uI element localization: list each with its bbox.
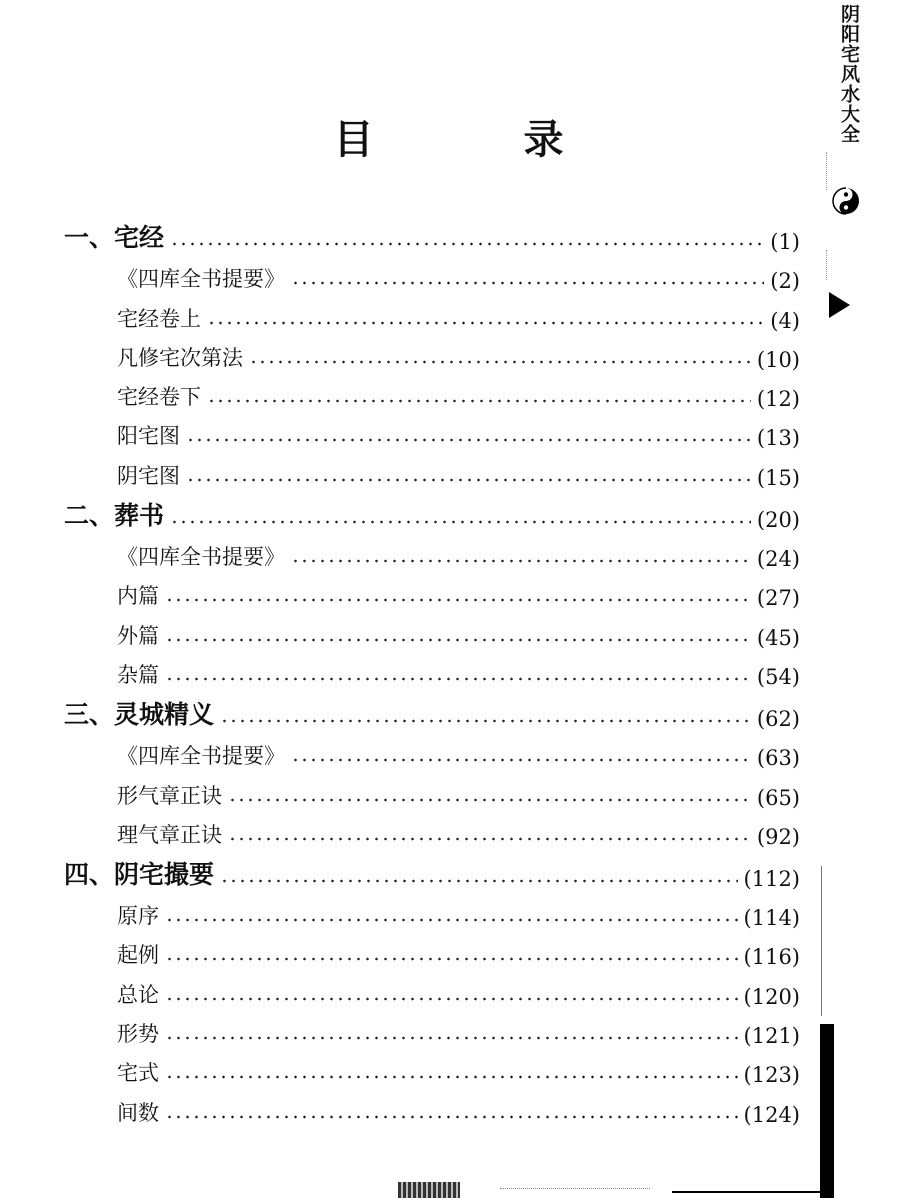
dot-leader xyxy=(165,1115,738,1119)
page-title: 目 录 xyxy=(333,117,632,163)
toc-section-row[interactable] xyxy=(64,891,800,930)
toc-chapter-row[interactable] xyxy=(64,689,800,731)
toc-entry-title: 理气章正诀 xyxy=(117,822,222,847)
toc-page-number: (120) xyxy=(743,984,800,1009)
toc-section-row[interactable] xyxy=(64,333,800,372)
toc-entry-title: 二、葬书 xyxy=(64,500,165,530)
dot-leader xyxy=(291,559,751,563)
toc-section-row[interactable] xyxy=(64,1048,800,1087)
dot-leader xyxy=(165,918,738,922)
toc-page-number: (114) xyxy=(743,906,800,931)
toc-section-row[interactable] xyxy=(64,293,800,332)
toc-entry-title: 《四库全书提要》 xyxy=(117,744,285,769)
toc-page-number: (63) xyxy=(756,746,800,771)
toc-entry-title: 四、阴宅撮要 xyxy=(64,859,215,889)
dot-leader xyxy=(165,598,751,602)
dot-leader xyxy=(165,1036,738,1040)
toc-section-row[interactable] xyxy=(64,411,800,450)
toc-page-number: (20) xyxy=(756,507,800,532)
toc-section-row[interactable] xyxy=(64,254,800,293)
toc-section-row[interactable] xyxy=(64,450,800,489)
dot-leader xyxy=(291,758,751,762)
toc-entry-title: 形势 xyxy=(117,1022,159,1047)
toc-section-row[interactable] xyxy=(64,372,800,411)
toc-section-row[interactable] xyxy=(64,731,800,770)
toc-entry-title: 凡修宅次第法 xyxy=(117,345,243,370)
dot-leader xyxy=(170,242,764,246)
toc-chapter-row[interactable] xyxy=(64,212,800,254)
toc-page-number: (10) xyxy=(756,347,800,372)
toc-section-row[interactable] xyxy=(64,930,800,969)
toc-entry-title: 阴宅图 xyxy=(117,463,180,488)
dot-leader xyxy=(165,638,751,642)
toc-page-number: (4) xyxy=(770,308,800,333)
toc-entry-title: 原序 xyxy=(117,904,159,929)
margin-rule xyxy=(826,152,827,190)
toc-entry-title: 《四库全书提要》 xyxy=(117,545,285,570)
toc-section-row[interactable] xyxy=(64,770,800,809)
scan-mark xyxy=(398,1182,460,1198)
scan-mark xyxy=(500,1188,650,1193)
yin-yang-icon xyxy=(831,186,861,216)
side-book-title: 阴阳宅风水大全 xyxy=(838,4,860,144)
table-of-contents xyxy=(64,212,800,1127)
dot-leader xyxy=(165,997,738,1001)
margin-rule xyxy=(826,250,827,280)
toc-section-row[interactable] xyxy=(64,810,800,849)
toc-section-row[interactable] xyxy=(64,969,800,1008)
toc-entry-title: 外篇 xyxy=(117,623,159,648)
triangle-right-icon xyxy=(829,292,850,318)
toc-entry-title: 间数 xyxy=(117,1100,159,1125)
edge-bar xyxy=(820,1024,834,1198)
toc-entry-title: 起例 xyxy=(117,943,159,968)
toc-page-number: (27) xyxy=(756,586,800,611)
dot-leader xyxy=(291,281,764,285)
toc-page-number: (65) xyxy=(756,785,800,810)
dot-leader xyxy=(220,879,738,883)
toc-entry-title: 杂篇 xyxy=(117,662,159,687)
toc-section-row[interactable] xyxy=(64,1009,800,1048)
dot-leader xyxy=(220,719,751,723)
toc-entry-title: 三、灵城精义 xyxy=(64,699,215,729)
toc-page-number: (121) xyxy=(743,1024,800,1049)
toc-entry-title: 《四库全书提要》 xyxy=(117,267,285,292)
dot-leader xyxy=(186,478,751,482)
toc-section-row[interactable] xyxy=(64,650,800,689)
margin-rule xyxy=(821,866,822,1016)
bottom-rule xyxy=(672,1191,822,1193)
toc-page-number: (45) xyxy=(756,625,800,650)
toc-entry-title: 总论 xyxy=(117,982,159,1007)
toc-page-number: (116) xyxy=(743,945,800,970)
toc-chapter-row[interactable] xyxy=(64,490,800,532)
toc-section-row[interactable] xyxy=(64,1087,800,1126)
dot-leader xyxy=(228,837,751,841)
toc-section-row[interactable] xyxy=(64,610,800,649)
toc-entry-title: 宅经卷下 xyxy=(117,385,201,410)
toc-chapter-row[interactable] xyxy=(64,849,800,891)
dot-leader xyxy=(228,798,751,802)
toc-entry-title: 宅式 xyxy=(117,1061,159,1086)
toc-page-number: (112) xyxy=(743,866,800,891)
toc-entry-title: 内篇 xyxy=(117,584,159,609)
toc-section-row[interactable] xyxy=(64,532,800,571)
dot-leader xyxy=(207,321,764,325)
toc-entry-title: 阳宅图 xyxy=(117,424,180,449)
dot-leader xyxy=(165,677,751,681)
toc-page-number: (62) xyxy=(756,706,800,731)
toc-entry-title: 宅经卷上 xyxy=(117,306,201,331)
toc-page-number: (2) xyxy=(770,269,800,294)
toc-section-row[interactable] xyxy=(64,571,800,610)
toc-page-number: (54) xyxy=(756,664,800,689)
dot-leader xyxy=(249,360,751,364)
toc-page-number: (1) xyxy=(770,230,800,254)
dot-leader xyxy=(170,520,751,524)
toc-page-number: (13) xyxy=(756,426,800,451)
toc-page-number: (12) xyxy=(756,387,800,412)
toc-page-number: (123) xyxy=(743,1063,800,1088)
toc-entry-title: 形气章正诀 xyxy=(117,783,222,808)
dot-leader xyxy=(186,438,751,442)
dot-leader xyxy=(165,957,738,961)
toc-page-number: (24) xyxy=(756,547,800,572)
toc-page-number: (124) xyxy=(743,1102,800,1127)
dot-leader xyxy=(165,1075,738,1079)
toc-page-number: (92) xyxy=(756,824,800,849)
toc-page-number: (15) xyxy=(756,465,800,490)
toc-entry-title: 一、宅经 xyxy=(64,223,165,252)
dot-leader xyxy=(207,399,751,403)
